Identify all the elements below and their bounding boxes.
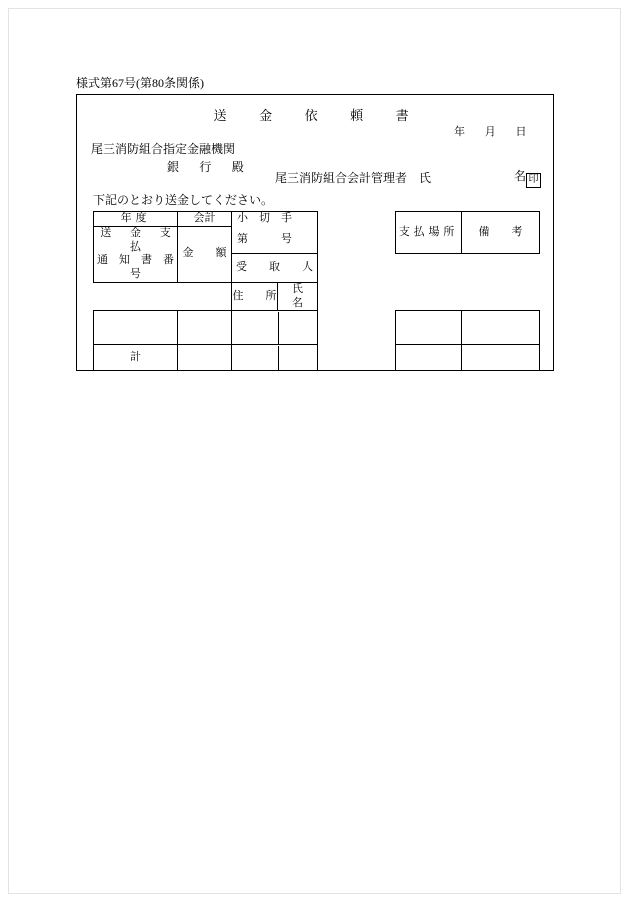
header-cell-payment-place: 支払場所 xyxy=(396,212,462,254)
document-title xyxy=(77,105,555,124)
cell-total-amount[interactable] xyxy=(178,345,232,371)
name-label: 名 xyxy=(513,169,526,183)
table-header-row-1 xyxy=(94,212,540,227)
header-cell-address: 住 所 xyxy=(232,282,278,311)
form-number: 様式第67号(第80条関係) xyxy=(76,76,204,90)
bank-honorific-line: 銀 行 殿 xyxy=(167,160,249,174)
spacer-cell-left xyxy=(94,282,178,311)
notice-number-line1: 送 金 支 払 xyxy=(100,226,190,253)
cell-total-label: 計 xyxy=(94,345,178,371)
seal-icon: 印 xyxy=(526,173,541,188)
spacer-cell-amount xyxy=(178,282,232,311)
cell-name-inner[interactable] xyxy=(279,312,318,344)
remittance-table xyxy=(93,211,540,371)
cell-total-payee[interactable] xyxy=(232,345,318,371)
cell-amount[interactable] xyxy=(178,311,232,345)
document-title-text: 送 金 依 頼 書 xyxy=(213,108,419,123)
cell-address-inner[interactable] xyxy=(232,312,279,344)
name-and-seal xyxy=(514,167,541,188)
cell-payment-place[interactable] xyxy=(396,311,462,345)
header-cell-check-number: 第 号 xyxy=(232,226,318,254)
day-field: 日 xyxy=(515,126,527,138)
cell-total-remarks[interactable] xyxy=(462,345,540,371)
spacer-cell-total xyxy=(318,345,396,371)
cell-address[interactable] xyxy=(232,311,318,345)
cell-remarks[interactable] xyxy=(462,311,540,345)
cell-total-address[interactable] xyxy=(232,346,279,370)
date-fields xyxy=(446,123,536,139)
header-cell-payee: 受 取 人 xyxy=(232,254,318,282)
instruction-text: 下記のとおり送金してください。 xyxy=(93,193,274,207)
cell-notice-number[interactable] xyxy=(94,311,178,345)
notice-number-line2: 通 知 書 番 号 xyxy=(97,254,185,280)
accounting-manager-line: 尾三消防組合会計管理者 氏 xyxy=(275,171,432,185)
spacer-cell-row xyxy=(318,311,396,345)
cell-total-place[interactable] xyxy=(396,345,462,371)
header-cell-check: 小 切 手 xyxy=(232,212,318,227)
designated-bank-line: 尾三消防組合指定金融機関 xyxy=(91,142,236,156)
year-field: 年 xyxy=(454,126,465,138)
remittance-request-form xyxy=(76,94,554,371)
header-cell-name: 氏 名 xyxy=(278,282,318,311)
table-total-row xyxy=(94,345,540,371)
cell-total-name[interactable] xyxy=(279,346,318,370)
header-cell-amount: 金 額 xyxy=(178,226,232,282)
table-row xyxy=(94,311,540,345)
spacer-cell xyxy=(318,212,396,283)
spacer-cell-remarks xyxy=(462,282,540,311)
header-cell-account: 会計 xyxy=(178,212,232,227)
spacer-cell-place xyxy=(396,282,462,311)
spacer-cell-mid xyxy=(318,282,396,311)
month-field: 月 xyxy=(484,126,496,138)
header-cell-year: 年度 xyxy=(94,212,178,227)
table-header-row-4 xyxy=(94,282,540,311)
header-cell-remarks: 備 考 xyxy=(462,212,540,254)
header-cell-notice-number xyxy=(94,226,190,282)
